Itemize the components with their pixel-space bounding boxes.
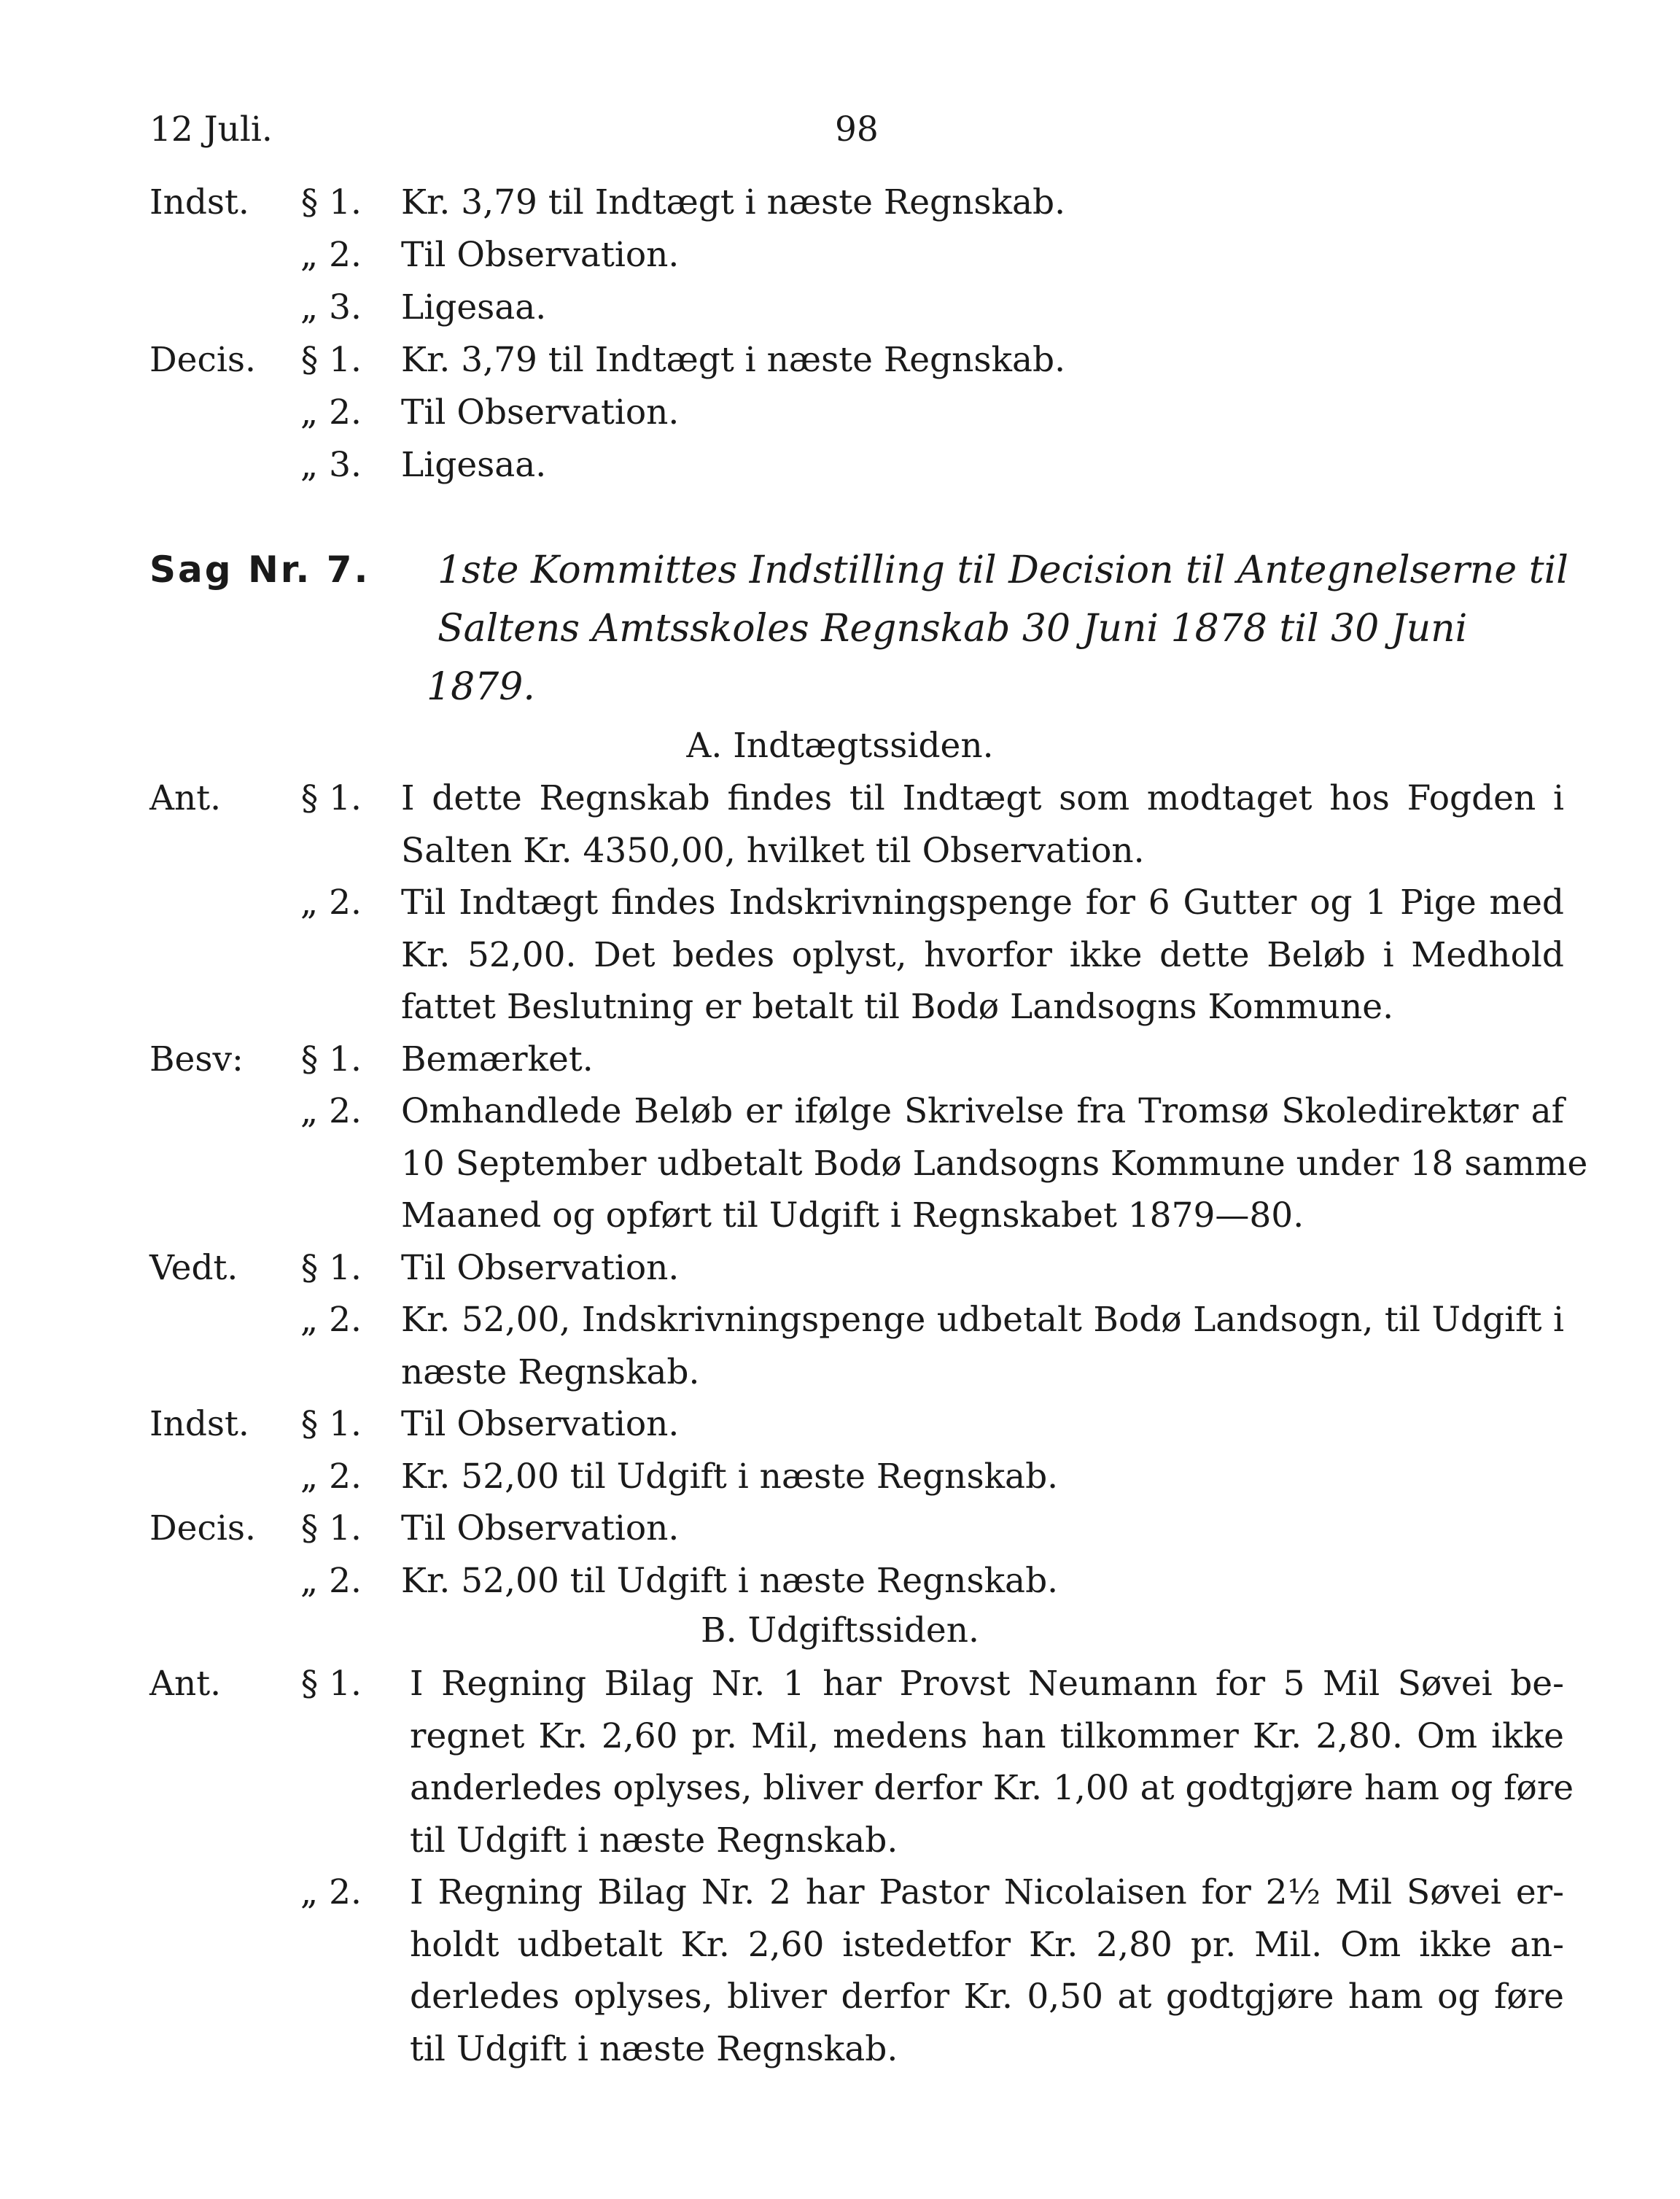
entry-text: Til Observation.	[401, 392, 680, 433]
text-line	[0, 1457, 1680, 1508]
entry-text: Til Observation.	[401, 235, 680, 275]
entry-text: Salten Kr. 4350,00, hvilket til Observation.	[401, 830, 1145, 871]
paragraph-number: „ 3.	[300, 287, 362, 327]
entry-text: holdt udbetalt Kr. 2,60 istedetfor Kr. 2,80 pr. Mil. Om ikke an-	[410, 1924, 1564, 1965]
entry-text: Til Observation.	[401, 1404, 680, 1444]
text-line	[0, 1248, 1680, 1299]
sag-title-line-3: 1879.	[427, 665, 535, 709]
text-line	[0, 1508, 1680, 1559]
text-line	[0, 778, 1680, 829]
sag-line	[0, 548, 1680, 600]
entry-text: Kr. 52,00, Indskrivningspenge udbetalt Bodø Landsogn, til Udgift i	[401, 1300, 1564, 1340]
entry-text: Kr. 52,00. Det bedes oplyst, hvorfor ikke dette Beløb i Medhold	[401, 934, 1564, 975]
text-line	[0, 1144, 1680, 1195]
entry-label: Indst.	[149, 1404, 249, 1444]
entry-label: Indst.	[149, 182, 249, 222]
text-line	[0, 883, 1680, 934]
text-line	[0, 831, 1680, 882]
text-line	[0, 1404, 1680, 1455]
text-line	[0, 1561, 1680, 1612]
page-date: 12 Juli.	[149, 109, 273, 150]
entry-text: regnet Kr. 2,60 pr. Mil, medens han tilkommer Kr. 2,80. Om ikke	[410, 1715, 1564, 1756]
text-line	[0, 1820, 1680, 1872]
entry-text: Til Observation.	[401, 1247, 680, 1288]
text-line	[0, 1872, 1680, 1923]
paragraph-number: § 1.	[300, 1247, 362, 1288]
entry-text: I dette Regnskab findes til Indtægt som modtaget hos Fogden i	[401, 778, 1564, 818]
entry-text: 10 September udbetalt Bodø Landsogns Kommune under 18 samme	[401, 1143, 1588, 1184]
entry-label: Ant.	[149, 778, 222, 818]
paragraph-number: „ 2.	[300, 235, 362, 275]
text-line	[0, 1768, 1680, 1819]
paragraph-number: § 1.	[300, 182, 362, 222]
entry-text: til Udgift i næste Regnskab.	[410, 1820, 898, 1861]
entry-text: derledes oplyses, bliver derfor Kr. 0,50 at godtgjøre ham og føre	[410, 1977, 1564, 2017]
entry-text: Kr. 3,79 til Indtægt i næste Regnskab.	[401, 340, 1066, 380]
sag-title-line-2: Saltens Amtsskoles Regnskab 30 Juni 1878 til 30 Juni	[438, 607, 1468, 651]
entry-text: Kr. 52,00 til Udgift i næste Regnskab.	[401, 1560, 1059, 1601]
text-line	[0, 1091, 1680, 1142]
entry-text: Til Observation.	[401, 1508, 680, 1548]
entry-label: Ant.	[149, 1664, 222, 1704]
text-line	[0, 182, 1680, 233]
text-line	[0, 935, 1680, 986]
sag-number: Sag Nr. 7.	[149, 548, 370, 591]
paragraph-number: § 1.	[300, 778, 362, 818]
section-b-heading: B. Udgiftssiden.	[701, 1610, 979, 1651]
entry-text: anderledes oplyses, bliver derfor Kr. 1,00 at godtgjøre ham og føre	[410, 1768, 1574, 1808]
sag-line	[0, 607, 1680, 658]
text-line	[0, 1300, 1680, 1351]
page-number: 98	[835, 109, 879, 150]
text-line	[0, 340, 1680, 391]
entry-text: I Regning Bilag Nr. 2 har Pastor Nicolaisen for 2½ Mil Søvei er-	[410, 1872, 1564, 1912]
paragraph-number: § 1.	[300, 1664, 362, 1704]
text-line	[0, 2029, 1680, 2080]
entry-text: I Regning Bilag Nr. 1 har Provst Neumann for 5 Mil Søvei be-	[410, 1664, 1564, 1704]
entry-text: Bemærket.	[401, 1039, 594, 1079]
text-line	[0, 1195, 1680, 1246]
paragraph-number: „ 2.	[300, 1091, 362, 1131]
text-line	[0, 987, 1680, 1038]
paragraph-number: § 1.	[300, 1039, 362, 1079]
text-line	[0, 235, 1680, 286]
entry-text: Til Indtægt findes Indskrivningspenge for 6 Gutter og 1 Pige med	[401, 883, 1564, 923]
paragraph-number: „ 2.	[300, 1560, 362, 1601]
text-line	[0, 1352, 1680, 1403]
sag-title-line-1: 1ste Kommittes Indstilling til Decision til Antegnelserne til	[438, 548, 1568, 592]
entry-text: Kr. 3,79 til Indtægt i næste Regnskab.	[401, 182, 1066, 222]
paragraph-number: „ 2.	[300, 1300, 362, 1340]
text-line	[0, 392, 1680, 443]
paragraph-number: § 1.	[300, 340, 362, 380]
text-line	[0, 445, 1680, 496]
text-line	[0, 1716, 1680, 1767]
entry-label: Vedt.	[149, 1247, 238, 1288]
entry-text: Maaned og opført til Udgift i Regnskabet 1879—80.	[401, 1195, 1304, 1236]
text-line	[0, 1925, 1680, 1976]
entry-text: til Udgift i næste Regnskab.	[410, 2028, 898, 2069]
entry-text: fattet Beslutning er betalt til Bodø Landsogns Kommune.	[401, 987, 1394, 1027]
text-line	[0, 1039, 1680, 1090]
section-a-heading: A. Indtægtssiden.	[686, 726, 994, 766]
text-line	[0, 1977, 1680, 2028]
text-line	[0, 287, 1680, 338]
entry-label: Decis.	[149, 340, 256, 380]
entry-text: Ligesaa.	[401, 445, 547, 485]
entry-label: Besv:	[149, 1039, 244, 1079]
entry-label: Decis.	[149, 1508, 256, 1548]
paragraph-number: „ 2.	[300, 1872, 362, 1912]
page-header	[149, 109, 1564, 160]
text-line	[0, 1664, 1680, 1715]
paragraph-number: § 1.	[300, 1508, 362, 1548]
paragraph-number: „ 2.	[300, 1456, 362, 1497]
entry-text: Omhandlede Beløb er ifølge Skrivelse fra Tromsø Skoledirektør af	[401, 1091, 1564, 1131]
sag-line	[0, 665, 1680, 716]
paragraph-number: „ 2.	[300, 883, 362, 923]
entry-text: Kr. 52,00 til Udgift i næste Regnskab.	[401, 1456, 1059, 1497]
paragraph-number: § 1.	[300, 1404, 362, 1444]
entry-text: næste Regnskab.	[401, 1351, 700, 1392]
paragraph-number: „ 2.	[300, 392, 362, 433]
entry-text: Ligesaa.	[401, 287, 547, 327]
paragraph-number: „ 3.	[300, 445, 362, 485]
